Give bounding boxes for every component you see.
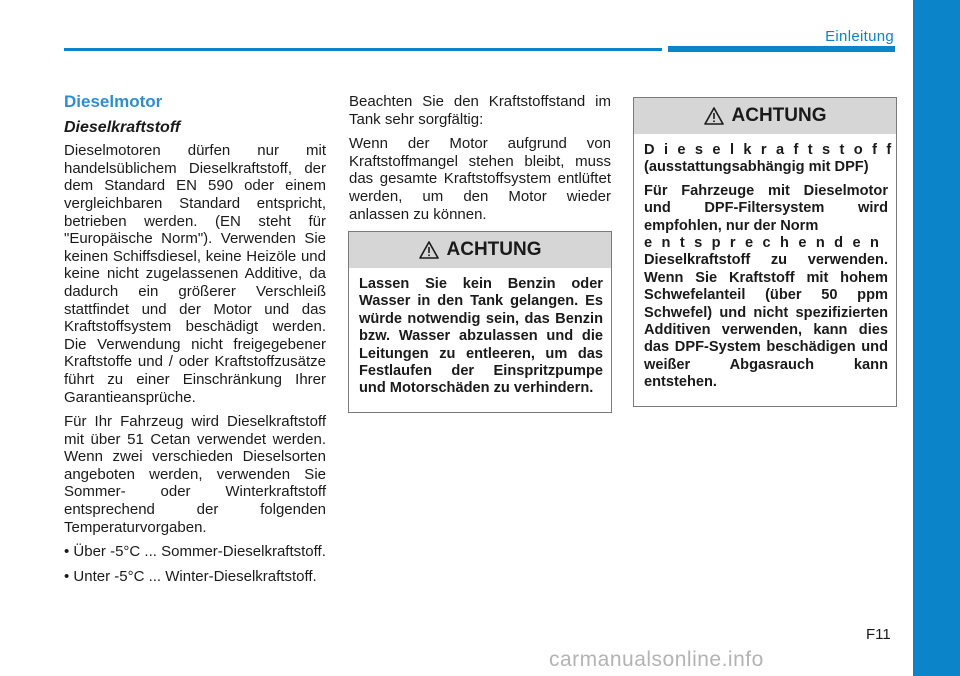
warning-heading [644,142,901,177]
header-rule-accent [668,46,895,52]
chapter-sidebar-tab [913,0,960,676]
section-title: Dieselmotor [64,92,163,111]
warning-header [349,232,611,268]
warning-body [349,268,611,412]
warning-triangle-icon [419,241,439,259]
warning-text-part: Dieselkraftstoff zu verwenden. Wenn Sie Kraftstoff mit hohem Schwefelanteil (über 50 ppm Schwefel) und nicht spezifizierten Additiven verwenden, kann dies das DPF-System beschädigen und weißer Abgasrauch kann entstehen. [644,252,888,391]
paragraph: Wenn der Motor aufgrund von Kraftstoffmangel stehen bleibt, muss das gesamte Kraftstoffsystem entlüftet werden, um den Motor wieder anlassen zu können. [349,135,611,223]
warning-heading-rest: (ausstattungsabhängig mit DPF) [644,159,869,176]
warning-text-part: Für Fahrzeuge mit Dieselmotor und DPF-Filtersystem wird empfohlen, nur der Norm [644,182,888,234]
subsection-title: Dieselkraftstoff [64,118,181,136]
warning-heading-word: Dieselkraftstoff [644,142,901,158]
paragraph: Dieselmotoren dürfen nur mit handelsüblichem Dieselkraftstoff, der dem Standard EN 590 oder einem vergleichbaren Standard entspricht, betrieben werden. (EN steht für "Europäische Norm"). Verwenden Sie keinen Schiffsdiesel, keine Heizöle und keine nicht zugelassenen Additive, da dadurch ein größerer Verschleiß stattfindet und der Motor und das Kraftstoffsystem beschädigt werden. Die Verwendung nicht freigegebener Kraftstoffe und / oder Kraftstoffzusätze führt zu einer Einschränkung Ihrer Garantieansprüche. [64,142,326,406]
warning-text [644,183,888,392]
left-column [64,93,326,592]
middle-column [349,93,611,230]
paragraph: Für Ihr Fahrzeug wird Dieselkraftstoff mit über 51 Cetan verwendet werden. Wenn zwei verschieden Dieselsorten angeboten werden, verwenden Sie Sommer- oder Winterkraftstoff entsprechend der folgenden Temperaturvorgaben. [64,413,326,536]
header-rule [64,48,662,51]
chapter-title: Einleitung [825,28,894,45]
watermark: carmanualsonline.info [549,648,764,671]
warning-text-spaced: entsprechenden [644,235,889,252]
list-item: • Unter -5°C ... Winter-Dieselkraftstoff. [64,567,317,585]
warning-text: Lassen Sie kein Benzin oder Wasser in den Tank gelangen. Es würde notwendig sein, das Benzin bzw. Wasser abzulassen und die Leitungen zu entleeren, um das Festlaufen der Einspritzpumpe und Motorschäden zu verhindern. [359,276,603,397]
warning-header [634,98,896,134]
list-item: • Über -5°C ... Sommer-Dieselkraftstoff. [64,543,326,561]
warning-title: ACHTUNG [446,239,542,260]
warning-title: ACHTUNG [731,105,827,126]
warning-body [634,134,901,406]
page-number: F11 [866,626,891,643]
paragraph: Beachten Sie den Kraftstoffstand im Tank sehr sorgfältig: [349,93,611,128]
warning-box-dpf [633,97,901,407]
warning-triangle-icon [704,107,724,125]
warning-box-fuel [348,231,612,413]
